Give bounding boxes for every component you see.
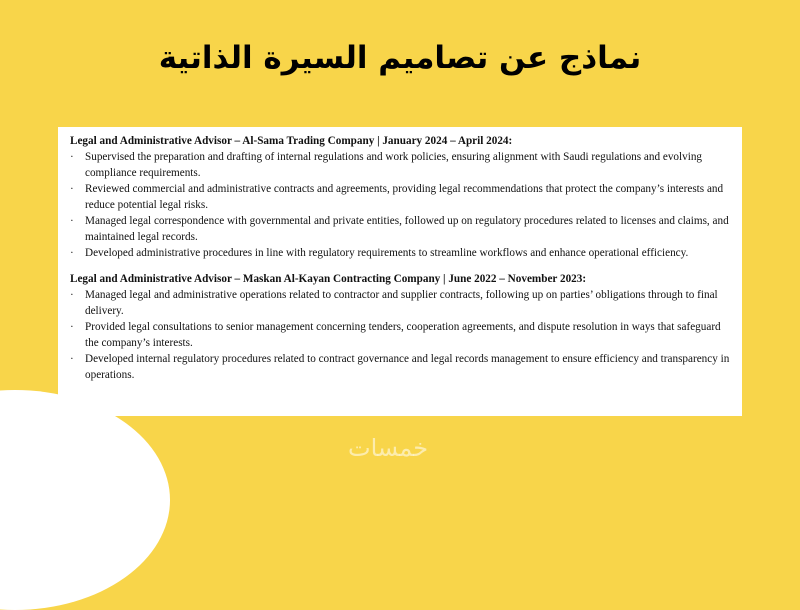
bullet-item (70, 287, 736, 319)
resume-excerpt (58, 127, 742, 416)
bullet-text: Managed legal correspondence with governmental and private entities, followed up on regulatory procedures related to licenses and claims, and maintained legal records. (85, 215, 729, 243)
bullet-item (70, 319, 736, 351)
bullet-text: Managed legal and administrative operations related to contractor and supplier contracts, following up on parties’ obligations through to final delivery. (85, 289, 718, 317)
bullet-icon: · (70, 353, 74, 365)
bullet-list (70, 149, 736, 261)
page-heading: نماذج عن تصاميم السيرة الذاتية (158, 40, 642, 76)
job-title: Legal and Administrative Advisor – Al-Sama Trading Company | January 2024 – April 2024: (70, 135, 513, 147)
bullet-icon: · (70, 247, 74, 259)
bullet-item (70, 351, 736, 383)
job-title: Legal and Administrative Advisor – Maskan Al-Kayan Contracting Company | June 2022 – November 2023: (70, 273, 587, 285)
job-section-al-sama (70, 133, 736, 261)
bullet-icon: · (70, 183, 74, 195)
bullet-icon: · (70, 321, 74, 333)
bullet-icon: · (70, 215, 74, 227)
bullet-text: Developed administrative procedures in line with regulatory requirements to streamline workflows and enhance operational efficiency. (85, 247, 689, 259)
bullet-item (70, 245, 736, 261)
bullet-text: Developed internal regulatory procedures related to contract governance and legal records management to ensure efficiency and transparency in operations. (85, 353, 730, 381)
bullet-list (70, 287, 736, 383)
bullet-item (70, 213, 736, 245)
bullet-text: Supervised the preparation and drafting of internal regulations and work policies, ensuring alignment with Saudi regulations and evolving compliance requirements. (85, 151, 703, 179)
bullet-item (70, 149, 736, 181)
bullet-icon: · (70, 289, 74, 301)
bullet-text: Reviewed commercial and administrative contracts and agreements, providing legal recommendations that protect the company’s interests and reduce potential legal risks. (85, 183, 724, 211)
job-section-maskan-al-kayan (70, 271, 736, 383)
bullet-item (70, 181, 736, 213)
bullet-icon: · (70, 151, 74, 163)
bullet-text: Provided legal consultations to senior management concerning tenders, cooperation agreements, and dispute resolution in ways that safeguard the company’s interests. (85, 321, 721, 349)
decorative-white-shape (0, 390, 170, 610)
watermark-logo: خمسات (348, 434, 429, 462)
